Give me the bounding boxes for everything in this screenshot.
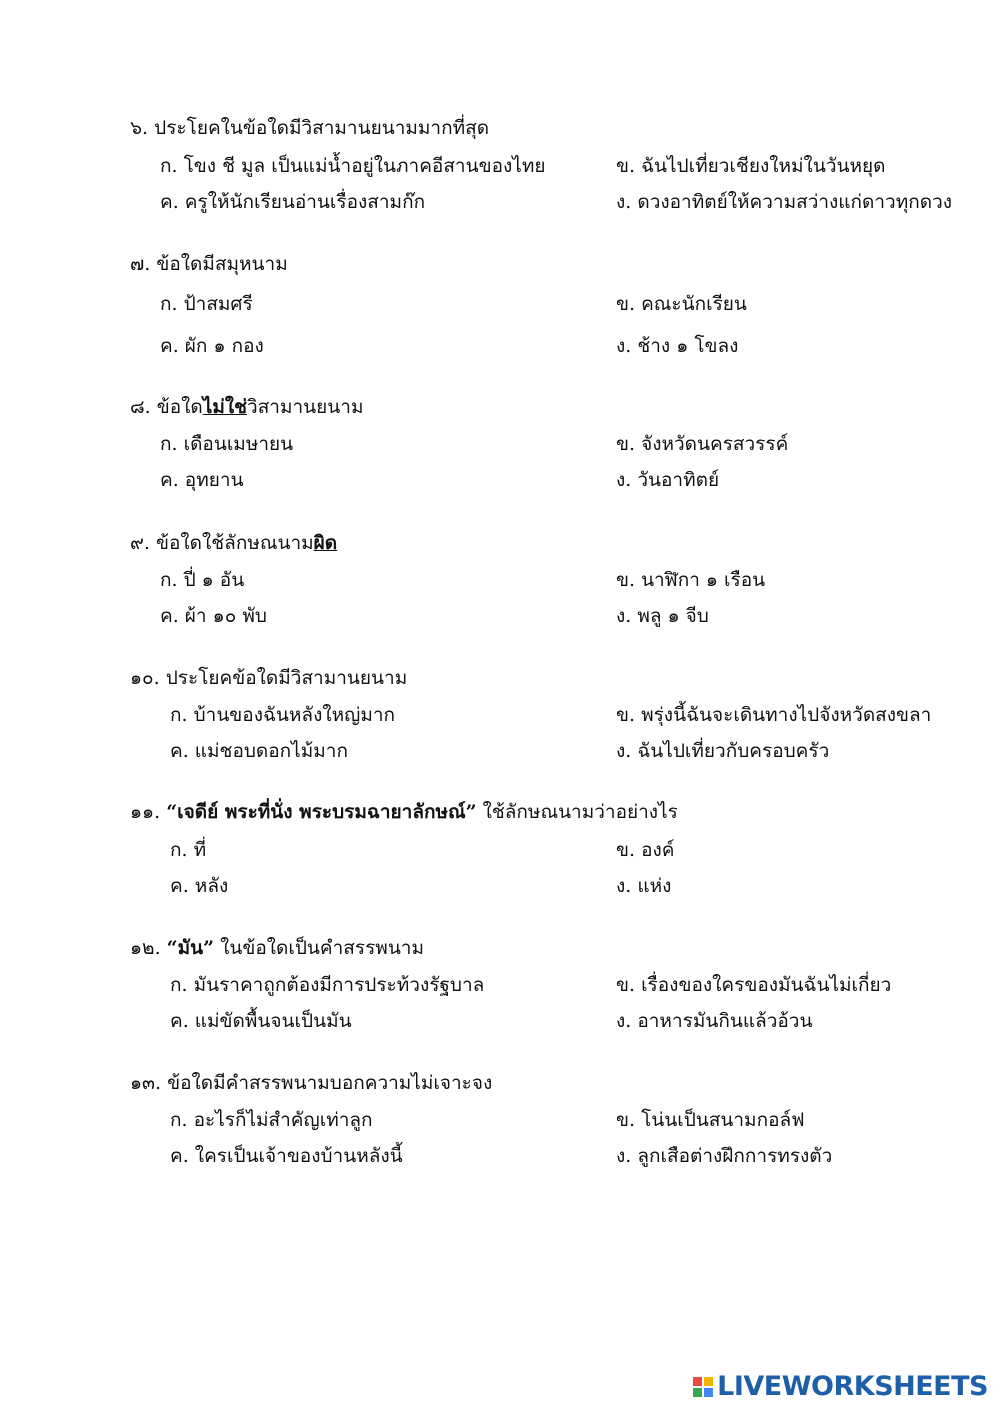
quoted-word: “มัน” — [166, 937, 215, 959]
question-12 — [130, 935, 970, 1034]
option-b[interactable]: ข. นาฬิกา ๑ เรือน — [616, 569, 766, 591]
question-stem: ๑๓. ข้อใดมีคำสรรพนามบอกความไม่เจาะจง — [130, 1072, 493, 1094]
question-10 — [130, 665, 970, 764]
option-d[interactable]: ง. ดวงอาทิตย์ให้ความสว่างแก่ดาวทุกดวง — [616, 191, 953, 213]
option-c[interactable]: ค. แม่ขัดพื้นจนเป็นมัน — [170, 1010, 352, 1032]
question-13 — [130, 1070, 970, 1169]
option-c[interactable]: ค. อุทยาน — [160, 469, 244, 491]
question-stem: ๘. ข้อใดไม่ใช่วิสามานยนาม — [130, 396, 364, 418]
question-stem: ๙. ข้อใดใช้ลักษณนามผิด — [130, 532, 338, 554]
option-c[interactable]: ค. แม่ชอบดอกไม้มาก — [170, 740, 348, 762]
option-c[interactable]: ค. ครูให้นักเรียนอ่านเรื่องสามก๊ก — [160, 191, 426, 213]
option-d[interactable]: ง. ช้าง ๑ โขลง — [616, 335, 739, 357]
logo-square-red — [693, 1377, 702, 1386]
question-7 — [130, 251, 970, 359]
logo-square-green — [693, 1388, 702, 1397]
question-stem: ๗. ข้อใดมีสมุหนาม — [130, 253, 288, 275]
question-stem: ๑๒. “มัน” ในข้อใดเป็นคำสรรพนาม — [130, 937, 425, 959]
option-a[interactable]: ก. เดือนเมษายน — [160, 433, 294, 455]
question-stem: ๑๑. “เจดีย์ พระที่นั่ง พระบรมฉายาลักษณ์” ใช้ลักษณนามว่าอย่างไร — [130, 801, 678, 823]
logo-mark-icon — [693, 1377, 713, 1397]
option-c[interactable]: ค. ใครเป็นเจ้าของบ้านหลังนี้ — [170, 1145, 403, 1167]
option-c[interactable]: ค. ผ้า ๑๐ พับ — [160, 605, 267, 627]
question-6 — [130, 115, 970, 215]
liveworksheets-logo — [693, 1371, 988, 1402]
option-a[interactable]: ก. ที่ — [170, 839, 207, 861]
option-c[interactable]: ค. หลัง — [170, 875, 229, 897]
logo-text: LIVEWORKSHEETS — [717, 1371, 988, 1402]
option-a[interactable]: ก. มันราคาถูกต้องมีการประท้วงรัฐบาล — [170, 974, 485, 996]
option-d[interactable]: ง. วันอาทิตย์ — [616, 469, 720, 491]
option-c[interactable]: ค. ผัก ๑ กอง — [160, 335, 264, 357]
option-b[interactable]: ข. ฉันไปเที่ยวเชียงใหม่ในวันหยุด — [616, 155, 886, 177]
option-b[interactable]: ข. องค์ — [616, 839, 675, 861]
option-b[interactable]: ข. เรื่องของใครของมันฉันไม่เกี่ยว — [616, 974, 892, 996]
question-8 — [130, 394, 970, 493]
question-stem: ๑๐. ประโยคข้อใดมีวิสามานยนาม — [130, 667, 408, 689]
option-d[interactable]: ง. ลูกเสือต่างฝึกการทรงตัว — [616, 1145, 833, 1167]
option-b[interactable]: ข. พรุ่งนี้ฉันจะเดินทางไปจังหวัดสงขลา — [616, 704, 932, 726]
question-11 — [130, 799, 970, 899]
emphasis-wrong: ผิด — [313, 532, 338, 554]
option-a[interactable]: ก. ป้าสมศรี — [160, 293, 253, 315]
option-a[interactable]: ก. โขง ชี มูล เป็นแม่น้ำอยู่ในภาคอีสานของไทย — [160, 155, 546, 177]
option-d[interactable]: ง. อาหารมันกินแล้วอ้วน — [616, 1010, 813, 1032]
option-d[interactable]: ง. พลู ๑ จีบ — [616, 605, 709, 627]
option-d[interactable]: ง. ฉันไปเที่ยวกับครอบครัว — [616, 740, 830, 762]
emphasis-not: ไม่ใช่ — [202, 396, 248, 418]
question-9 — [130, 530, 970, 629]
question-stem: ๖. ประโยคในข้อใดมีวิสามานยนามมากที่สุด — [130, 117, 490, 139]
option-d[interactable]: ง. แห่ง — [616, 875, 672, 897]
quoted-terms: “เจดีย์ พระที่นั่ง พระบรมฉายาลักษณ์” — [166, 801, 477, 823]
option-b[interactable]: ข. คณะนักเรียน — [616, 293, 747, 315]
option-a[interactable]: ก. อะไรก็ไม่สำคัญเท่าลูก — [170, 1109, 373, 1131]
option-b[interactable]: ข. โน่นเป็นสนามกอล์ฟ — [616, 1109, 805, 1131]
logo-square-blue — [704, 1388, 713, 1397]
logo-square-yellow — [704, 1377, 713, 1386]
option-b[interactable]: ข. จังหวัดนครสวรรค์ — [616, 433, 789, 455]
option-a[interactable]: ก. บ้านของฉันหลังใหญ่มาก — [170, 704, 396, 726]
option-a[interactable]: ก. ปี่ ๑ อัน — [160, 569, 245, 591]
